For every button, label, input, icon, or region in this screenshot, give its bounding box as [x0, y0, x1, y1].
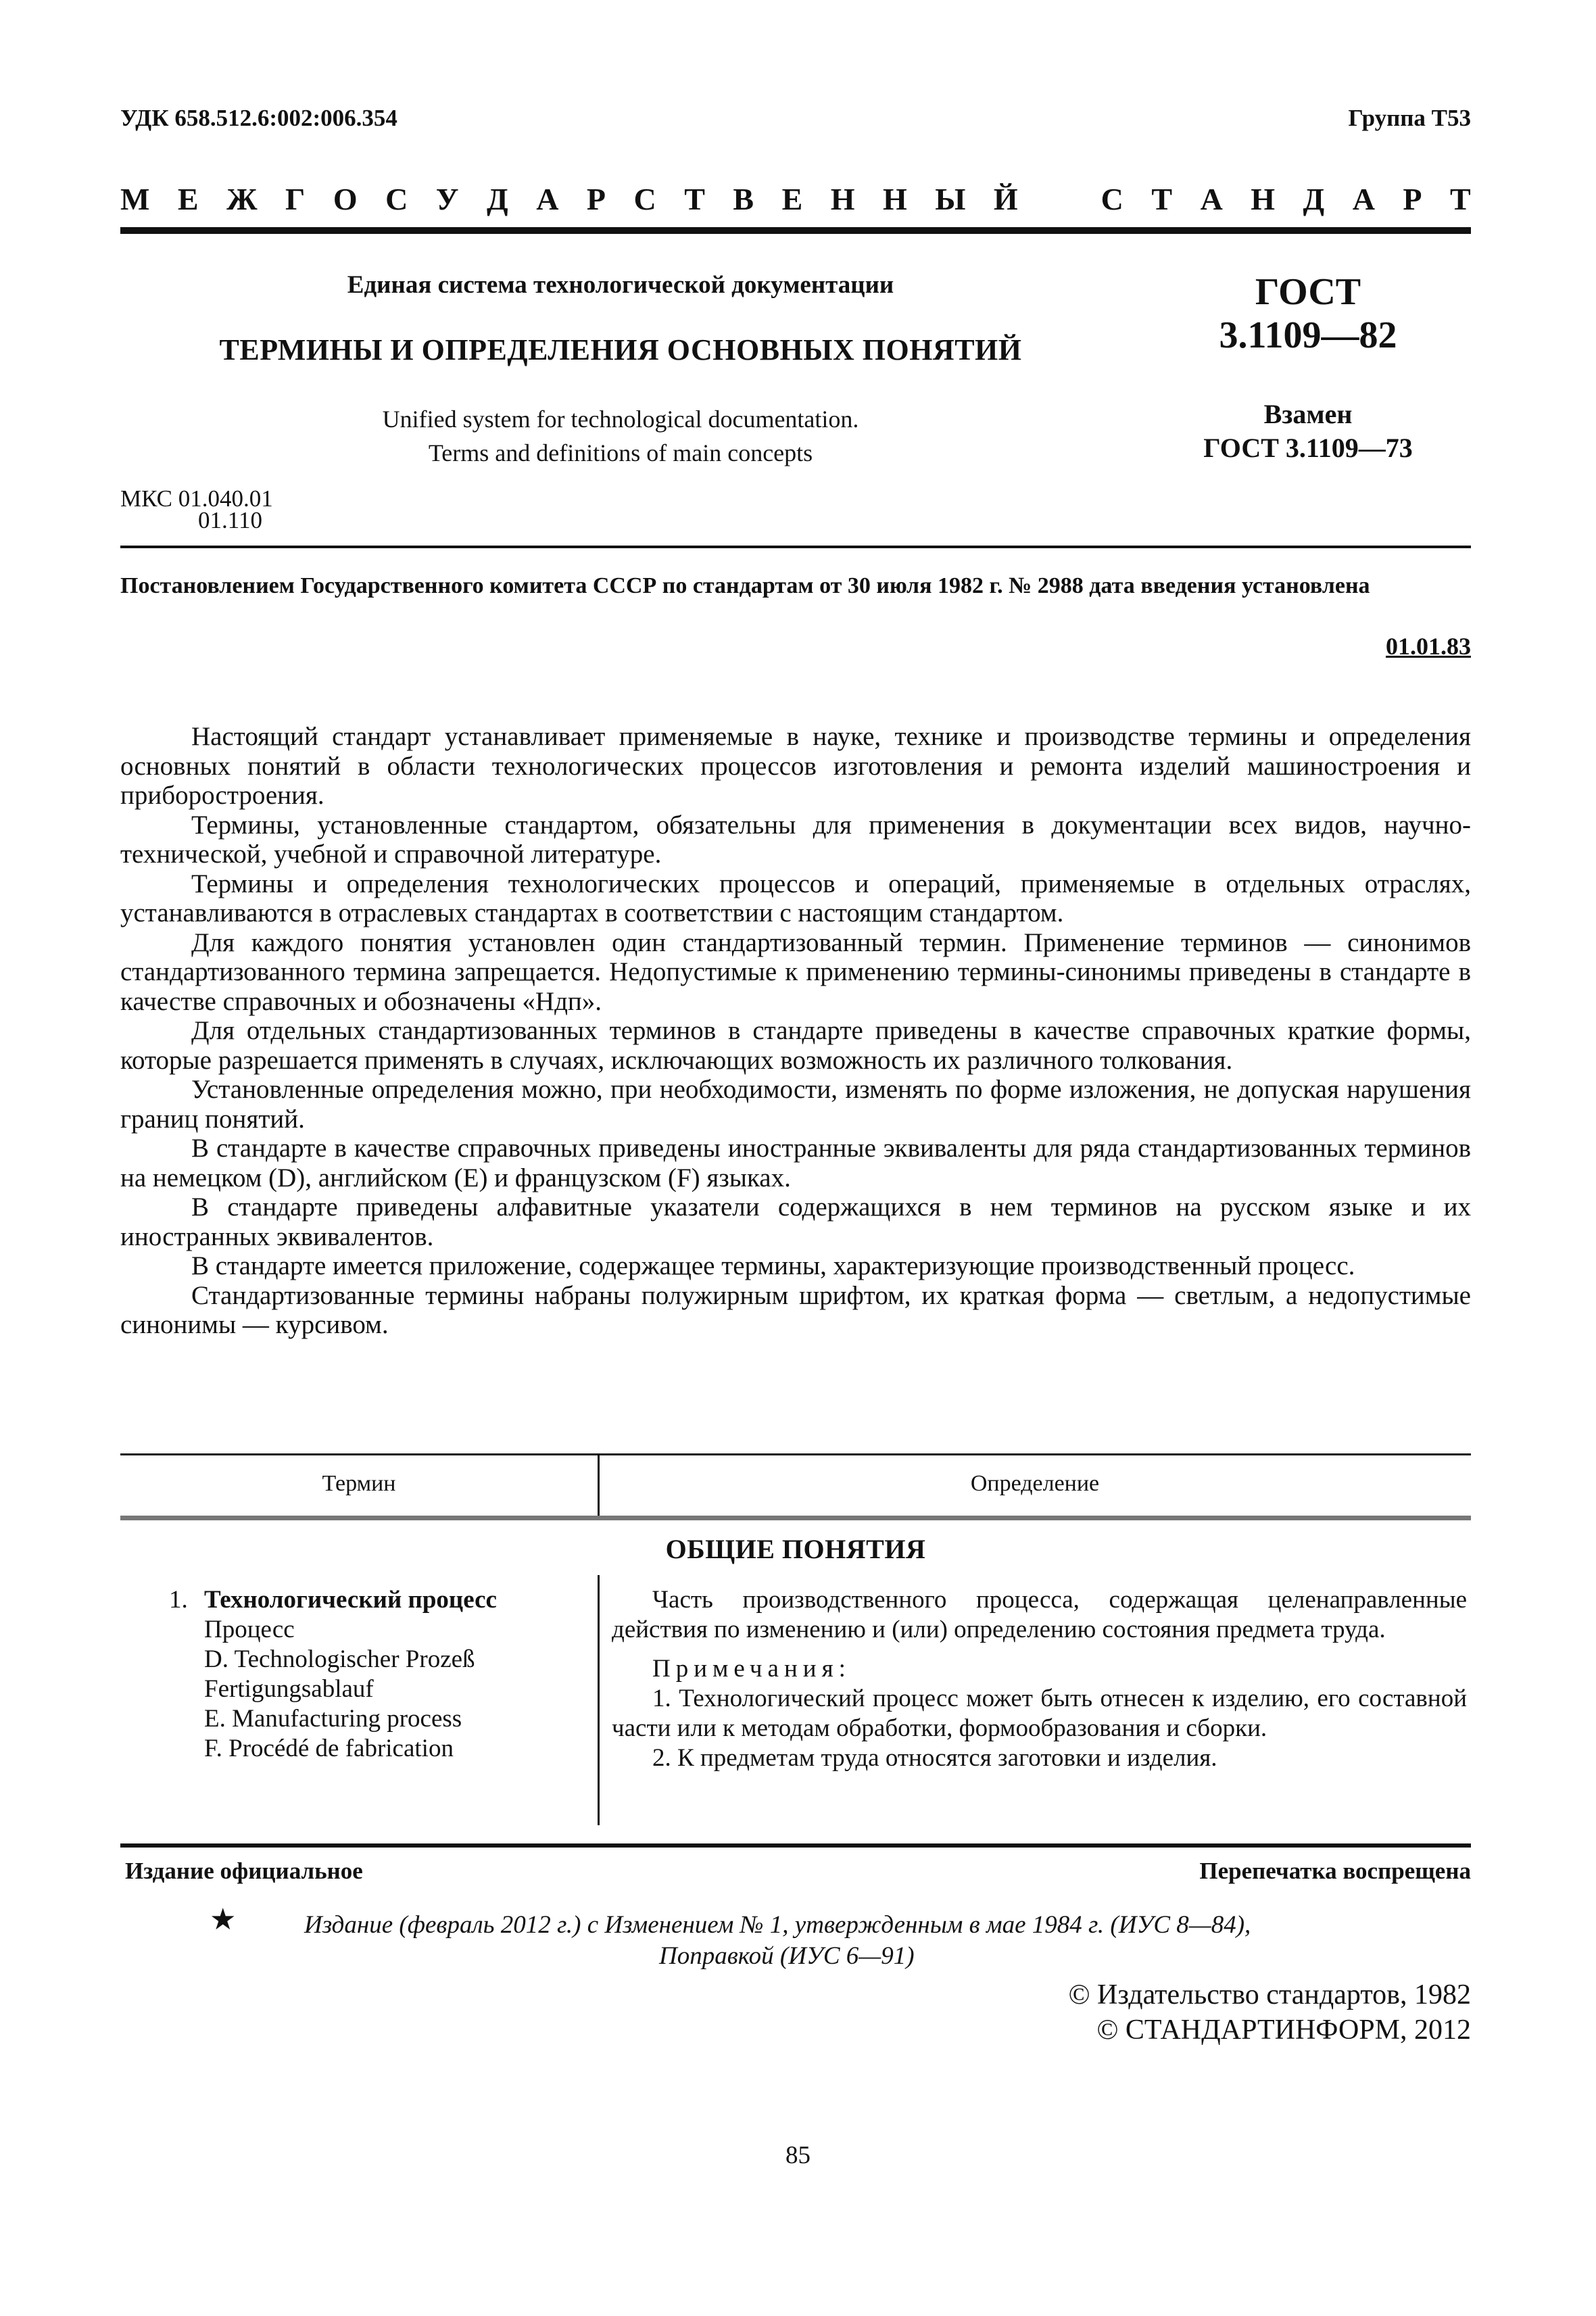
table-header-rule	[120, 1516, 1471, 1520]
interstate-letter: О	[333, 182, 358, 216]
english-title-line-1: Unified system for technological documentation.	[382, 406, 859, 433]
interstate-letter: Д	[487, 182, 508, 216]
body-paragraph: В стандарте имеется приложение, содержащее термины, характеризующие производственный процесс.	[191, 1251, 1355, 1280]
interstate-standard-heading	[120, 181, 1471, 217]
interstate-letter: А	[1352, 182, 1375, 216]
group-code: Группа Т53	[1348, 105, 1471, 131]
interstate-letter: А	[1200, 182, 1223, 216]
note-2: 2. К предметам труда относятся заготовки и изделия.	[652, 1744, 1217, 1772]
interstate-letter: Ж	[226, 182, 258, 216]
interstate-letter: Н	[830, 182, 855, 216]
interstate-letter: Т	[1151, 182, 1173, 216]
edition-note-line-2: Поправкой (ИУС 6—91)	[659, 1942, 915, 1970]
term-french: F. Procédé de fabrication	[204, 1735, 454, 1762]
introduction-date: 01.01.83	[1386, 633, 1471, 660]
body-text	[120, 722, 1471, 1340]
decree-text: Постановлением Государственного комитета СССР по стандартам от 30 июля 1982 г. № 2988 дата введения установлена	[120, 573, 1370, 598]
term-cell	[169, 1585, 497, 1764]
table-column-divider	[598, 1455, 600, 1518]
section-title: ОБЩИЕ ПОНЯТИЯ	[665, 1534, 926, 1564]
copyright-publisher: © Издательство стандартов, 1982	[1068, 1979, 1471, 2010]
edition-note-line-1: Издание (февраль 2012 г.) с Изменением № 1, утвержденным в мае 1984 г. (ИУС 8—84),	[304, 1911, 1251, 1939]
interstate-letter: В	[733, 182, 754, 216]
table-column-divider	[598, 1575, 600, 1825]
system-name: Единая система технологической документации	[347, 271, 894, 299]
term-number: 1.	[169, 1586, 188, 1614]
body-paragraph: Для отдельных стандартизованных терминов в стандарте приведены в качестве справочных краткие формы, которые разрешается применять в случаях, исключающих возможность их различного толкования.	[120, 1016, 1471, 1075]
mks-line-2: 01.110	[198, 507, 262, 533]
top-rule	[120, 227, 1471, 234]
gost-designation	[1142, 270, 1474, 465]
interstate-letter: Т	[1450, 182, 1471, 216]
table-header-definition: Определение	[970, 1471, 1100, 1496]
document-title: ТЕРМИНЫ И ОПРЕДЕЛЕНИЯ ОСНОВНЫХ ПОНЯТИЙ	[219, 333, 1022, 366]
term-english: E. Manufacturing process	[204, 1705, 462, 1733]
interstate-letter: Т	[684, 182, 705, 216]
interstate-letter: С	[1101, 182, 1123, 216]
term-line	[169, 1585, 497, 1615]
term-short-form: Процесс	[204, 1616, 295, 1643]
copyright-standartinform: © СТАНДАРТИНФОРМ, 2012	[1096, 2015, 1471, 2046]
term-german-cont: Fertigungsablauf	[204, 1675, 374, 1703]
interstate-letter: У	[435, 182, 459, 216]
interstate-letter: С	[633, 182, 656, 216]
middle-rule	[120, 546, 1471, 548]
gost-number: 3.1109—82	[1219, 314, 1397, 356]
interstate-letter: Ы	[935, 182, 966, 216]
notes-heading: Примечания:	[652, 1655, 851, 1683]
interstate-letter: С	[385, 182, 408, 216]
reprint-prohibited: Перепечатка воспрещена	[1199, 1858, 1471, 1884]
body-paragraph: Настоящий стандарт устанавливает применяемые в науке, технике и производстве термины и определения основных понятий в области технологических процессов изготовления и ремонта изделий машиностроения и приборостроения.	[120, 722, 1471, 810]
body-paragraph: Термины и определения технологических процессов и операций, применяемые в отдельных отраслях, устанавливаются в отраслевых стандартах в соответствии с настоящим стандартом.	[120, 869, 1471, 927]
mks-line-1: МКС 01.040.01	[120, 485, 273, 512]
interstate-letter: Р	[586, 182, 606, 216]
definition-text: Часть производственного процесса, содержащая целенаправленные действия по изменению и (или) определению состояния предмета труда.	[612, 1586, 1467, 1643]
body-paragraph: Термины, установленные стандартом, обязательны для применения в документации всех видов, научно-технической, учебной и справочной литературе.	[120, 810, 1471, 869]
body-paragraph: В стандарте приведены алфавитные указатели содержащихся в нем терминов на русском языке и их иностранных эквивалентов.	[120, 1192, 1471, 1251]
body-paragraph: Установленные определения можно, при необходимости, изменять по форме изложения, не допуская нарушения границ понятий.	[120, 1075, 1471, 1134]
official-edition: Издание официальное	[125, 1858, 363, 1884]
interstate-letter: Н	[883, 182, 907, 216]
interstate-letter: М	[120, 182, 150, 216]
table-header-term: Термин	[322, 1471, 396, 1496]
page-number: 85	[785, 2142, 811, 2169]
table-top-rule	[120, 1453, 1471, 1455]
udk-code: УДК 658.512.6:002:006.354	[120, 105, 397, 131]
body-paragraph: Для каждого понятия установлен один стандартизованный термин. Применение терминов — синонимов стандартизованного термина запрещается. Недопустимые к применению термины-синонимы приведены в стандарте в качестве справочных и обозначены «Ндп».	[120, 927, 1471, 1016]
mks-codes	[120, 485, 273, 533]
interstate-letter: Е	[177, 182, 199, 216]
interstate-letter: Н	[1251, 182, 1276, 216]
star-icon: ★	[210, 1903, 237, 1936]
interstate-letter	[1046, 181, 1073, 217]
term-german: D. Technologischer Prozeß	[204, 1645, 475, 1673]
term-name: Технологический процесс	[204, 1586, 497, 1614]
replaces-label: Взамен	[1263, 399, 1353, 429]
interstate-letter: Е	[781, 182, 803, 216]
gost-label: ГОСТ	[1255, 271, 1361, 313]
definition-cell	[612, 1585, 1467, 1773]
edition-note	[284, 1910, 1433, 1972]
footer-rule	[120, 1843, 1471, 1848]
body-paragraph: Стандартизованные термины набраны полужирным шрифтом, их краткая форма — светлым, а недопустимые синонимы — курсивом.	[120, 1280, 1471, 1339]
english-title	[120, 402, 1121, 470]
interstate-letter: Д	[1303, 182, 1325, 216]
note-1: 1. Технологический процесс может быть отнесен к изделию, его составной части или к методам обработки, формообразования и сборки.	[612, 1685, 1467, 1742]
interstate-letter: А	[536, 182, 559, 216]
copyrights	[1069, 1977, 1471, 2048]
interstate-letter: Р	[1403, 182, 1422, 216]
interstate-letter: Г	[285, 182, 306, 216]
interstate-letter: Й	[993, 182, 1018, 216]
english-title-line-2: Terms and definitions of main concepts	[428, 439, 813, 466]
body-paragraph: В стандарте в качестве справочных приведены иностранные эквиваленты для ряда стандартизованных терминов на немецком (D), английском (E) и французском (F) языках.	[120, 1134, 1471, 1192]
replaces-number: ГОСТ 3.1109—73	[1203, 433, 1413, 463]
